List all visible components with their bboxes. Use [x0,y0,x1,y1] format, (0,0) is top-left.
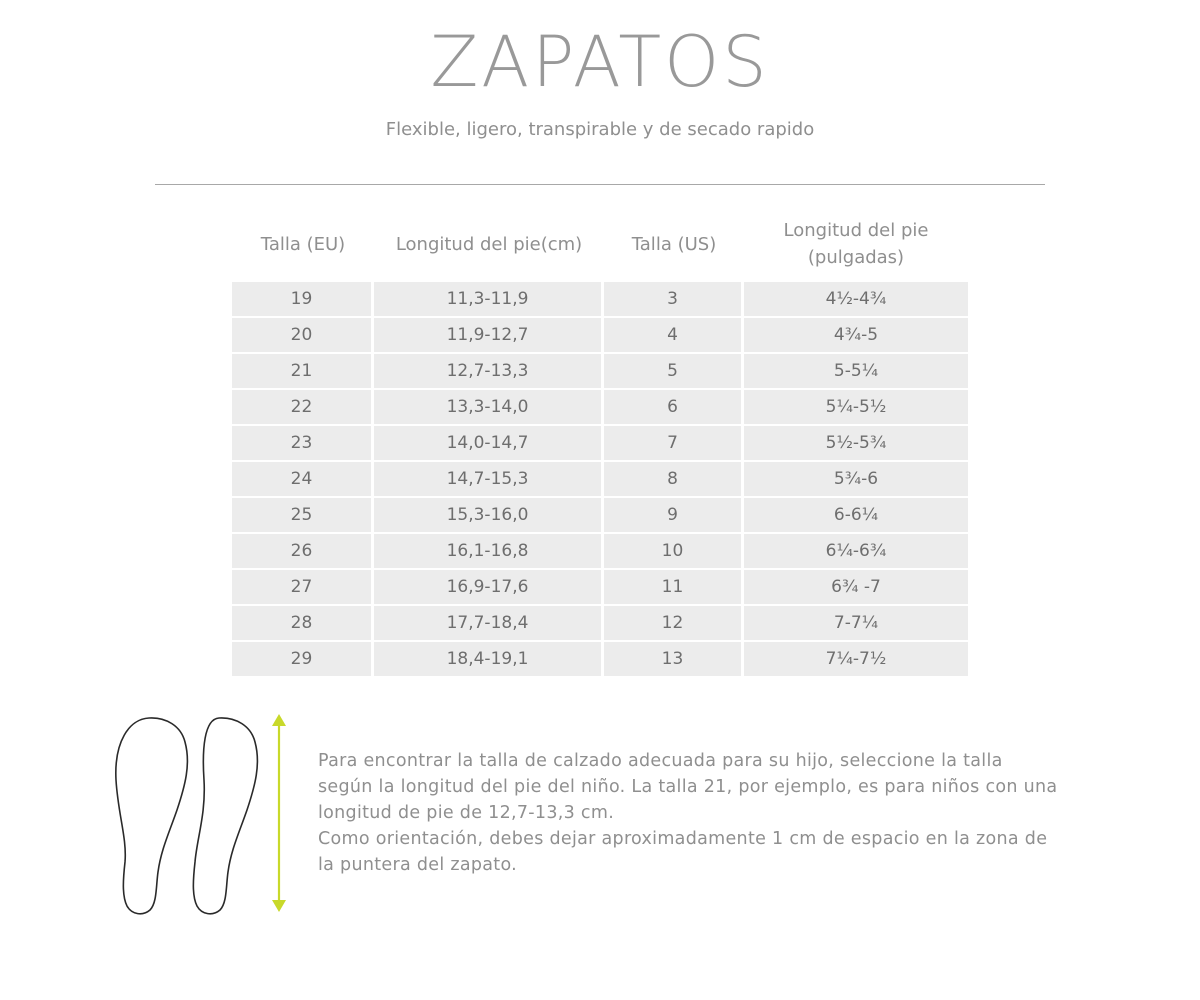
table-row [232,426,968,462]
cell-longitud-pulgadas: 6¾ -7 [744,570,968,604]
description-paragraph-2: Como orientación, debes dejar aproximadamente 1 cm de espacio en la zona de la puntera del zapato. [318,829,1048,875]
table-row [232,318,968,354]
cell-talla-us: 9 [604,498,741,532]
cell-longitud-pulgadas: 7-7¼ [744,606,968,640]
cell-talla-eu: 29 [232,642,371,676]
cell-talla-us: 4 [604,318,741,352]
cell-longitud-pulgadas: 6-6¼ [744,498,968,532]
cell-longitud-pulgadas: 5¾-6 [744,462,968,496]
table-row [232,462,968,498]
footprint-left-icon [116,718,188,914]
cell-talla-eu: 22 [232,390,371,424]
table-row [232,498,968,534]
cell-longitud-pulgadas: 7¼-7½ [744,642,968,676]
cell-talla-us: 5 [604,354,741,388]
footprints-svg [105,710,305,930]
description [318,748,1058,878]
cell-longitud-pulgadas: 5¼-5½ [744,390,968,424]
cell-talla-eu: 23 [232,426,371,460]
divider [155,184,1045,185]
table-row [232,570,968,606]
cell-talla-us: 12 [604,606,741,640]
cell-talla-us: 3 [604,282,741,316]
measure-arrow-icon [272,714,286,912]
table-row [232,390,968,426]
footprints-illustration [105,710,305,934]
cell-talla-us: 6 [604,390,741,424]
table-body [232,282,968,678]
page-title: ZAPATOS [430,21,770,103]
cell-longitud-cm: 14,0-14,7 [374,426,601,460]
column-header-longitud-pulgadas: Longitud del pie (pulgadas) [783,220,929,268]
cell-longitud-cm: 15,3-16,0 [374,498,601,532]
cell-longitud-pulgadas: 4½-4¾ [744,282,968,316]
description-paragraph-1: Para encontrar la talla de calzado adecuada para su hijo, seleccione la talla según la longitud del pie del niño. La talla 21, por ejemplo, es para niños con una longitud de pie de 12,7-13,3 cm. [318,751,1058,823]
column-header-talla-eu: Talla (EU) [260,233,346,255]
table-header [232,208,968,280]
cell-longitud-cm: 14,7-15,3 [374,462,601,496]
cell-talla-eu: 24 [232,462,371,496]
cell-longitud-cm: 18,4-19,1 [374,642,601,676]
cell-talla-eu: 27 [232,570,371,604]
cell-longitud-pulgadas: 5-5¼ [744,354,968,388]
table-row [232,534,968,570]
cell-talla-eu: 19 [232,282,371,316]
size-table [232,208,968,678]
cell-talla-eu: 25 [232,498,371,532]
column-header-talla-us: Talla (US) [631,233,717,255]
cell-talla-us: 13 [604,642,741,676]
cell-longitud-cm: 16,1-16,8 [374,534,601,568]
cell-talla-us: 11 [604,570,741,604]
cell-longitud-cm: 16,9-17,6 [374,570,601,604]
cell-talla-eu: 28 [232,606,371,640]
cell-talla-us: 8 [604,462,741,496]
table-row [232,606,968,642]
cell-longitud-pulgadas: 5½-5¾ [744,426,968,460]
cell-longitud-cm: 11,9-12,7 [374,318,601,352]
page-subtitle: Flexible, ligero, transpirable y de secado rapido [385,119,815,140]
cell-talla-eu: 26 [232,534,371,568]
table-row [232,354,968,390]
table-row [232,642,968,678]
column-header-longitud-cm: Longitud del pie(cm) [395,233,583,255]
cell-longitud-cm: 13,3-14,0 [374,390,601,424]
cell-talla-us: 10 [604,534,741,568]
cell-talla-us: 7 [604,426,741,460]
cell-longitud-cm: 12,7-13,3 [374,354,601,388]
cell-talla-eu: 20 [232,318,371,352]
table-row [232,282,968,318]
footprint-right-icon [193,718,257,914]
cell-longitud-cm: 11,3-11,9 [374,282,601,316]
cell-longitud-cm: 17,7-18,4 [374,606,601,640]
cell-longitud-pulgadas: 4¾-5 [744,318,968,352]
cell-talla-eu: 21 [232,354,371,388]
cell-longitud-pulgadas: 6¼-6¾ [744,534,968,568]
